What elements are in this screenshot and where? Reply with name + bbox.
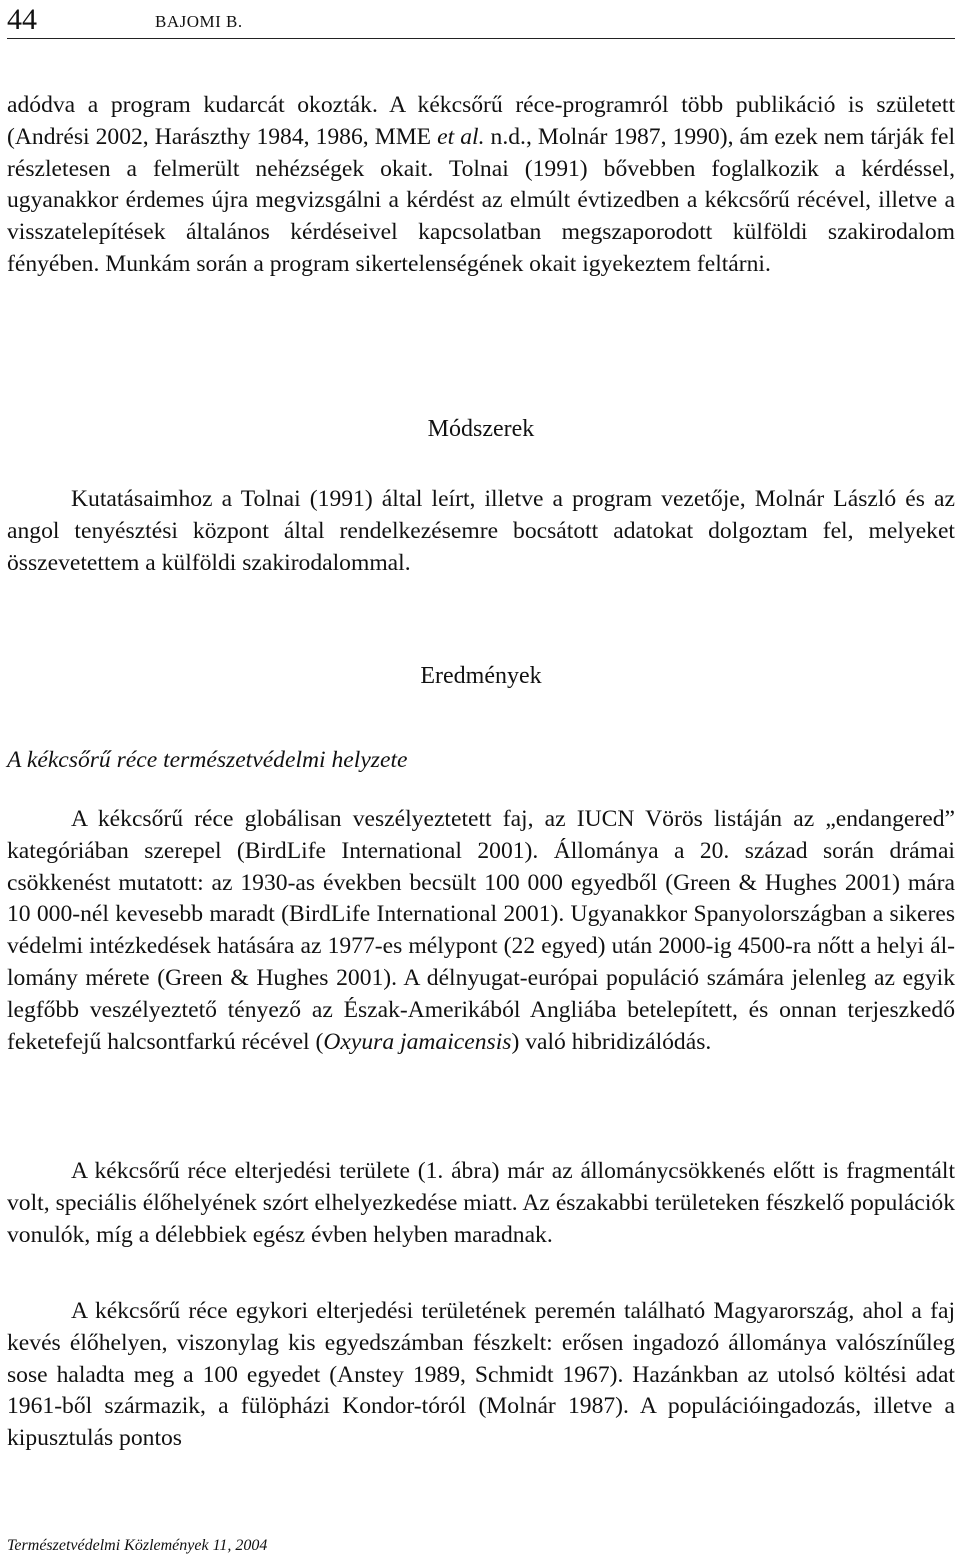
results-p1-species-italic: Oxyura jamaicensis	[323, 1028, 512, 1055]
intro-paragraph	[7, 90, 955, 281]
methods-paragraph: Kutatásaimhoz a Tolnai (1991) által leírt, illetve a program vezetője, Molnár László és az angol tenyésztési központ által rendelkezésemre bocsátott adatokat dolgoztam fel, melyeket összevetettem a külföldi szakirodalommal.	[7, 486, 955, 576]
results-subheading: A kékcsőrű réce természetvédelmi helyzete	[7, 747, 408, 773]
results-paragraph-2: A kékcsőrű réce elterjedési területe (1. ábra) már az állománycsökkenés előtt is fragmentált volt, speciális élőhelyének szórt elhelyezkedése miatt. Az északabbi területeken fészkelő populációk vonulók, míg a délebbiek egész évben helyben maradnak.	[7, 1158, 955, 1248]
intro-text-italic: et al.	[437, 123, 485, 150]
intro-text-a: adódva a program kudarcát okozták. A kékcsőrű réce-programról több publikáció is született (Andrési 2002, Harászthy 1984, 1986, MME	[7, 92, 955, 150]
methods-heading: Módszerek	[427, 416, 535, 442]
running-head-author: BAJOMI B.	[155, 12, 243, 31]
results-p1-text-b: ) való hibridizálódás.	[511, 1028, 712, 1055]
results-heading: Eredmények	[420, 663, 542, 689]
results-p1-text-a: A kékcsőrű réce globálisan veszélyeztetett faj, az IUCN Vörös listáján az „endangered” kategóriában szerepel (BirdLife International 2001). Állománya a 20. század során drámai csökkenést mutatott: az 1930-as években becsült 100 000 egyedből (Green & Hughes 2001) mára 10 000-nél kevesebb maradt (BirdLife International 2001). Ugyanakkor Spanyolországban a sikeres védelmi intézkedések hatására az 1977-es mélypont (22 egyed) után 2000-ig 4500-ra nőtt a helyi állomány mérete (Green & Hughes 2001). A délnyugat-európai populáció számára jelenleg az egyik legfőbb veszélyeztető tényező az Észak-Amerikából Angliába betelepített, és onnan terjeszkedő feketefejű halcsontfarkú récével (	[7, 806, 955, 1055]
page-header	[7, 4, 955, 39]
results-paragraph-1	[7, 804, 955, 1058]
intro-text-b: n.d., Molnár 1987, 1990), ám ezek nem tárják fel részletesen a felmerült nehézségek okait. Tolnai (1991) bővebben foglalkozik a kérdéssel, ugyanakkor érdemes újra megvizsgálni a kérdést az elmúlt évtizedben a kékcsőrű récével, illetve a visszatelepítések általános kérdéseivel kapcsolatban megszaporodott külföldi szakirodalom fényében. Munkám során a program sikertelenségének okait igyekeztem feltárni.	[7, 123, 955, 277]
journal-footer: Természetvédelmi Közlemények 11, 2004	[7, 1537, 268, 1554]
page-number: 44	[7, 3, 37, 36]
results-paragraph-3: A kékcsőrű réce egykori elterjedési területének peremén található Magyarország, ahol a faj kevés élőhelyen, viszonylag kis egyedszámban fészkelt: erősen ingadozó állománya valószínűleg sose haladta meg a 100 egyedet (Anstey 1989, Schmidt 1967). Hazánkban az utolsó költési adat 1961-ből származik, a fülöpházi Kondor-tóról (Molnár 1987). A populációingadozás, illetve a kipusztulás pontos	[7, 1298, 955, 1452]
